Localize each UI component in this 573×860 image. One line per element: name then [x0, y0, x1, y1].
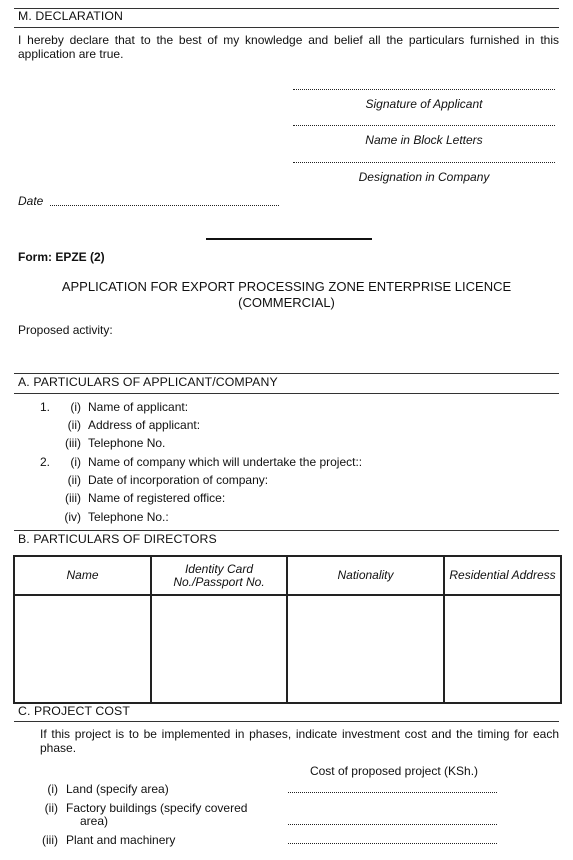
item-sub: (iv) [64, 510, 81, 524]
section-b-heading: B. PARTICULARS OF DIRECTORS [18, 532, 217, 546]
item-sub: (i) [70, 400, 81, 414]
col-id-header: Identity Card No./Passport No. [151, 556, 287, 595]
designation-line[interactable] [293, 162, 555, 163]
signature-label: Signature of Applicant [365, 97, 483, 111]
item-sub: (ii) [67, 418, 81, 432]
section-c-heading: C. PROJECT COST [18, 704, 130, 718]
item-label: Factory buildings (specify covered [66, 801, 248, 815]
section-c-rule [14, 721, 559, 722]
id-cell[interactable] [151, 595, 287, 703]
item-label: Date of incorporation of company: [88, 473, 269, 487]
land-cost-line[interactable] [288, 792, 497, 793]
item-sub: (ii) [44, 801, 58, 815]
item-sub: (ii) [67, 473, 81, 487]
form-code: Form: EPZE (2) [18, 250, 105, 264]
date-line[interactable] [50, 205, 279, 206]
section-b-top-rule [14, 530, 559, 531]
proposed-activity-label: Proposed activity: [18, 323, 113, 337]
item-label: Telephone No.: [88, 510, 169, 524]
item-label-cont: area) [80, 814, 109, 828]
declaration-text: I hereby declare that to the best of my knowledge and belief all the particulars furnished in this application are true. [18, 33, 559, 61]
name-cell[interactable] [14, 595, 151, 703]
section-a-rule [14, 393, 559, 394]
item-label: Address of applicant: [88, 418, 201, 432]
form-title-line1: APPLICATION FOR EXPORT PROCESSING ZONE ENTERPRISE LICENCE [61, 279, 512, 294]
declaration-heading: M. DECLARATION [18, 9, 124, 23]
nationality-cell[interactable] [287, 595, 444, 703]
item-sub: (iii) [42, 833, 58, 847]
col-name-header: Name [14, 556, 151, 595]
signature-line[interactable] [293, 89, 555, 90]
col-nationality-header: Nationality [287, 556, 444, 595]
item-sub: (iii) [65, 491, 81, 505]
separator-rule [206, 238, 372, 240]
name-line[interactable] [293, 125, 555, 126]
buildings-cost-line[interactable] [288, 824, 497, 825]
item-number: 2. [39, 455, 50, 469]
item-number: 1. [39, 400, 50, 414]
item-label: Name of company which will undertake the project:: [88, 455, 363, 469]
table-row [14, 595, 561, 703]
date-label: Date [18, 194, 44, 208]
item-label: Land (specify area) [66, 782, 169, 796]
table-header-row [14, 556, 561, 595]
address-cell[interactable] [444, 595, 561, 703]
section-a-top-rule [14, 373, 559, 374]
name-label: Name in Block Letters [365, 133, 483, 147]
item-label: Plant and machinery [66, 833, 176, 847]
designation-label: Designation in Company [358, 170, 490, 184]
directors-table [13, 555, 562, 704]
form-title-line2: (COMMERCIAL) [238, 295, 335, 310]
item-label: Name of registered office: [88, 491, 226, 505]
item-sub: (i) [47, 782, 58, 796]
item-label: Telephone No. [88, 436, 166, 450]
section-a-heading: A. PARTICULARS OF APPLICANT/COMPANY [18, 375, 278, 389]
col-address-header: Residential Address [444, 556, 561, 595]
item-label: Name of applicant: [88, 400, 189, 414]
cost-header: Cost of proposed project (KSh.) [309, 764, 479, 778]
item-sub: (i) [70, 455, 81, 469]
declaration-rule [14, 27, 559, 28]
project-cost-intro: If this project is to be implemented in phases, indicate investment cost and the timing for each phase. [40, 727, 559, 755]
item-sub: (iii) [65, 436, 81, 450]
plant-cost-line[interactable] [288, 843, 497, 844]
